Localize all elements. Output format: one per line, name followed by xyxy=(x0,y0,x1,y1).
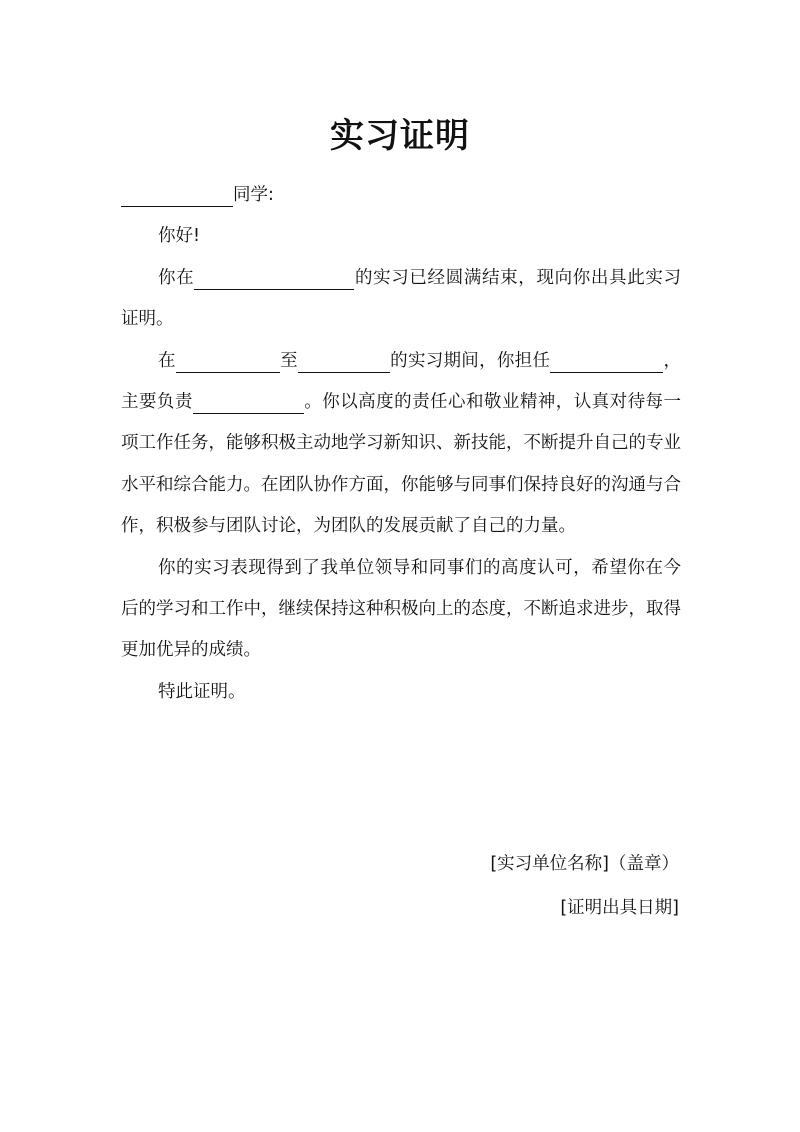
greeting: 你好! xyxy=(158,226,201,247)
duty-blank[interactable] xyxy=(193,391,304,414)
letter-body xyxy=(121,175,681,713)
para2-mid: ，主要负责 xyxy=(121,350,682,413)
para1-prefix: 你在 xyxy=(158,267,195,288)
company-name-blank[interactable] xyxy=(194,267,354,290)
end-date-blank[interactable] xyxy=(298,350,390,373)
signature-company: [实习单位名称]（盖章） xyxy=(490,854,679,874)
signature-date: [证明出具日期] xyxy=(560,898,679,918)
paragraph-internship-completed xyxy=(121,258,681,341)
closing-line: 特此证明。 xyxy=(158,681,246,702)
para2-to: 至 xyxy=(279,350,298,371)
paragraph-recognition: 你的实习表现得到了我单位领导和同事们的高度认可，希望你在今后的学习和工作中，继续保持这种积极向上的态度，不断追求进步，取得更加优异的成绩。 xyxy=(121,557,681,661)
paragraph-internship-details xyxy=(121,341,681,548)
para2-prefix: 在 xyxy=(158,350,176,371)
position-blank[interactable] xyxy=(550,350,663,373)
salutation-text: 同学: xyxy=(233,185,274,205)
para2-rest: 。你以高度的责任心和敬业精神，认真对待每一项工作任务，能够积极主动地学习新知识、新技能，不断提升自己的专业水平和综合能力。在团队协作方面，你能够与同事们保持良好的沟通与合作，积极参与团队讨论，为团队的发展贡献了自己的力量。 xyxy=(121,392,682,537)
para1-suffix: 的实习已经圆满结束，现向你出具此实习证明。 xyxy=(121,267,682,330)
para2-after-dates: 的实习期间，你担任 xyxy=(389,350,551,371)
start-date-blank[interactable] xyxy=(176,350,280,373)
salutation-line xyxy=(121,175,681,216)
page-title: 实习证明 xyxy=(330,116,470,156)
student-name-blank[interactable] xyxy=(121,184,233,207)
